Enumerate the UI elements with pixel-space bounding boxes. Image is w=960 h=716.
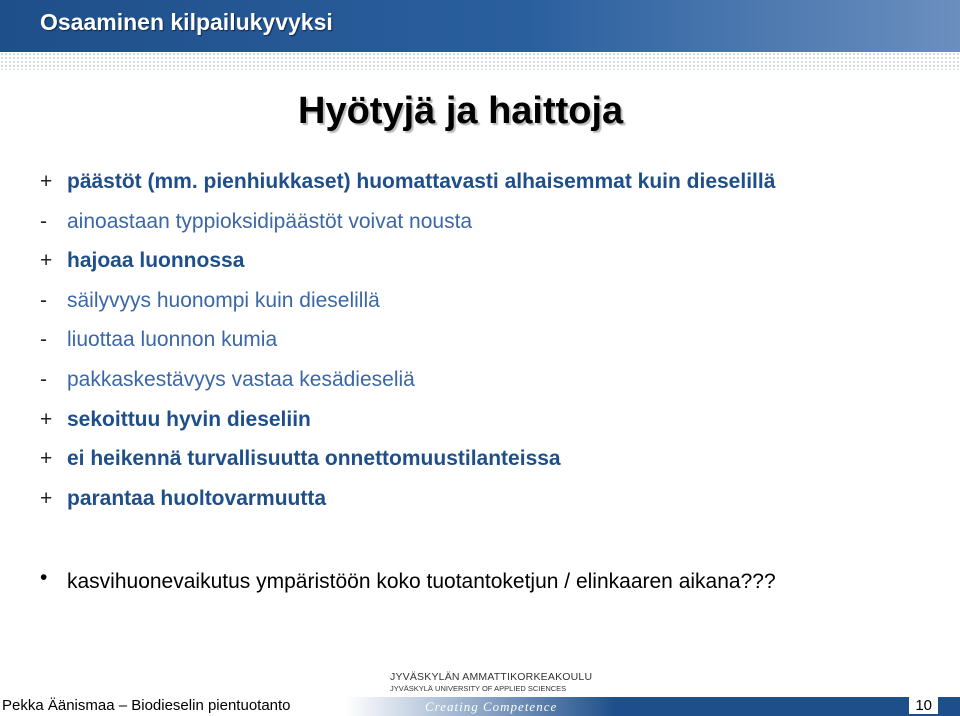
bullet-text: sekoittuu hyvin dieseliin — [67, 407, 311, 431]
bullet-item — [40, 170, 940, 210]
minus-icon: - — [40, 328, 47, 352]
plus-icon: + — [40, 486, 53, 510]
bullet-item — [40, 249, 940, 289]
bullet-text: päästöt (mm. pienhiukkaset) huomattavasti alhaisemmat kuin dieselillä — [67, 170, 776, 193]
minus-icon: - — [40, 288, 47, 312]
minus-icon: - — [40, 367, 47, 391]
slide-title: Hyötyjä ja haittoja — [298, 90, 624, 132]
header-title: Osaaminen kilpailukyvyksi — [40, 9, 333, 35]
bullet-item — [40, 210, 940, 250]
bullet-item — [40, 487, 940, 527]
header-band — [0, 0, 960, 52]
bullet-text: hajoaa luonnossa — [67, 249, 245, 273]
bullet-item — [40, 408, 940, 448]
plus-icon: + — [40, 447, 53, 471]
footer-slogan: Creating Competence — [425, 699, 558, 714]
bullet-text: pakkaskestävyys vastaa kesädieseliä — [67, 367, 415, 391]
footer-author: Pekka Äänismaa – Biodieselin pientuotanto — [2, 697, 291, 714]
institution-name: JYVÄSKYLÄN AMMATTIKORKEAKOULU — [390, 671, 593, 683]
bullet-item — [40, 447, 940, 487]
bullet-text: parantaa huoltovarmuutta — [67, 486, 327, 510]
bullet-text: ainoastaan typpioksidipäästöt voivat nousta — [67, 209, 473, 233]
bullet-item — [40, 368, 940, 408]
bullet-dot-icon: • — [40, 566, 48, 589]
plus-icon: + — [40, 407, 53, 431]
plus-icon: + — [40, 249, 53, 273]
bullet-text: ei heikennä turvallisuutta onnettomuustilanteissa — [67, 447, 561, 471]
note-item — [40, 566, 920, 598]
institution-name-en: JYVÄSKYLÄ UNIVERSITY OF APPLIED SCIENCES — [390, 684, 567, 693]
bullet-item — [40, 328, 940, 368]
footer-band — [0, 697, 960, 716]
note-text: kasvihuonevaikutus ympäristöön koko tuotantoketjun / elinkaaren aikana??? — [67, 570, 776, 593]
dotted-separator — [0, 52, 960, 70]
page-number: 10 — [909, 697, 938, 714]
bullet-text: liuottaa luonnon kumia — [67, 328, 278, 352]
bullet-list — [40, 170, 940, 526]
plus-icon: + — [40, 170, 53, 193]
bullet-item — [40, 289, 940, 329]
bullet-text: säilyvyys huonompi kuin dieselillä — [67, 288, 380, 312]
minus-icon: - — [40, 209, 47, 233]
